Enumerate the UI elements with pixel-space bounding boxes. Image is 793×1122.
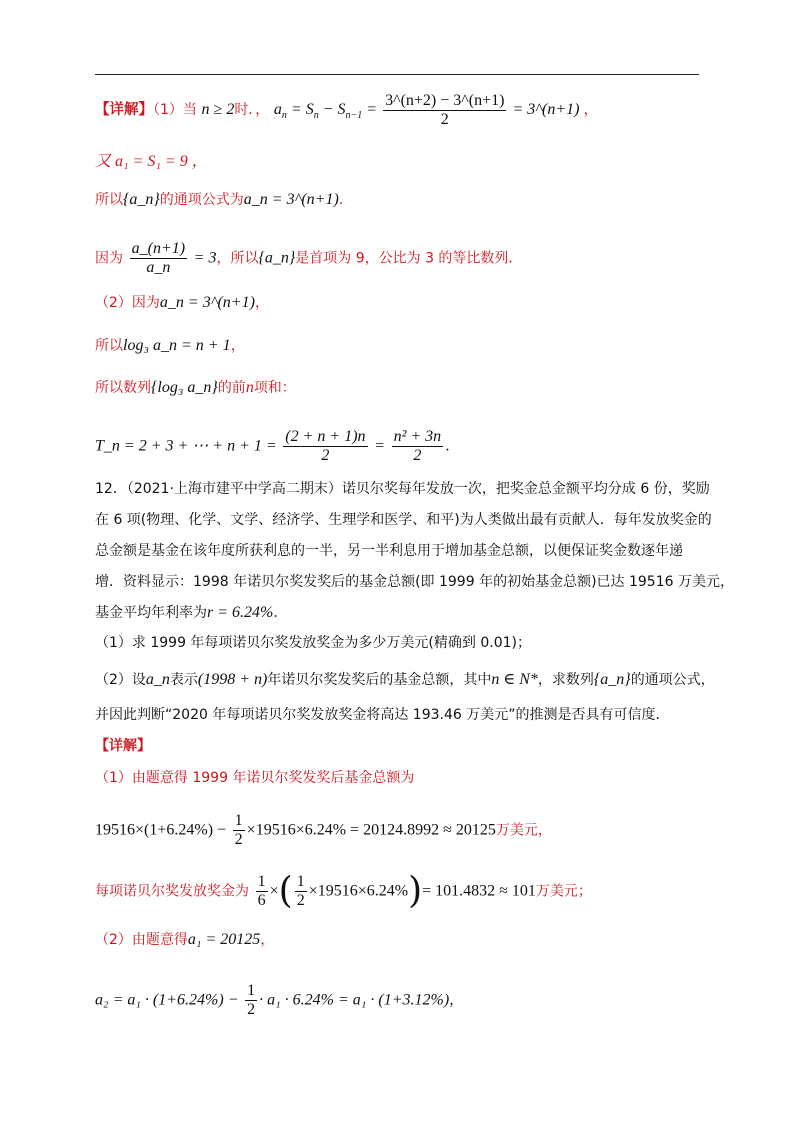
answer-line-1: （1）由题意得 1999 年诺贝尔奖发奖后基金总额为 [95,770,415,786]
solution-line-7: 所以数列{log₃ a_n}的前n项和： [95,379,296,396]
solution-line-6: 所以log₃ a_n = n + 1， [95,337,246,354]
problem-line-5: 基金平均年利率为r = 6.24%． [95,604,288,621]
top-rule [95,74,699,75]
solution-line-2: 又 a₁ = S₁ = 9 ， [95,153,208,170]
problem-question-1: （1）求 1999 年每项诺贝尔奖发放奖金为多少万美元(精确到 0.01)； [95,635,531,651]
answer-tag: 【详解】 [95,738,151,754]
problem-line-1: 12．（2021·上海市建平中学高二期末）诺贝尔奖每年发放一次，把奖金总金额平均分成 6 份，奖励 [95,481,710,497]
answer-line-4: （2）由题意得a₁ = 20125， [95,931,275,948]
answer-line-5: a₂ = a₁ · (1+6.24%) − $\frac{1}{2}$ · a₁ · 6.24% = a₁ · (1+3.12%)， [95,982,464,1018]
detail-tag: 【详解】 [95,101,153,119]
problem-line-2: 在 6 项(物理、化学、文学、经济学、生理学和医学、和平)为人类做出最有贡献人．每年发放奖金的 [95,512,712,528]
answer-line-3: 每项诺贝尔奖发放奖金为 $\frac{1}{6}$ ×( $\frac{1}{2}$ ×19516×6.24%)= 101.4832 ≈ 101万美元； [95,870,592,912]
formula-an: $a_n = S_n - S_{n-1}$ = $\frac{3\^{}(n+2) - 3\^{}(n+1)}{2}$ = 3^(n+1) [273,92,580,128]
solution-line-1: 【详解】（1）当 n ≥ 2时．， $a_n = S_n - S_{n-1}$ = $\frac{3\^{}(n+2) - 3\^{}(n+1)}{2}$ = 3^(n+1) ， [95,92,598,128]
solution-line-5: （2）因为a_n = 3^(n+1)， [95,294,270,311]
problem-line-3: 总金额是基金在该年度所获利息的一半，另一半利息用于增加基金总额，以便保证奖金数逐年递 [95,543,683,559]
solution-line-4: 因为 $\frac{a\_(n+1)}{a\_n}$ = 3，所以{a_n}是首项为 9，公比为 3 的等比数列． [95,240,523,276]
solution-line-3: 所以{a_n}的通项公式为a_n = 3^(n+1)． [95,191,354,208]
problem-question-2: （2）设a_n表示(1998 + n)年诺贝尔奖发奖后的基金总额，其中n ∈ N*，求数列{a_n}的通项公式， [95,671,715,688]
problem-question-3: 并因此判断“2020 年每项诺贝尔奖发放奖金将高达 193.46 万美元”的推测是否具有可信度． [95,707,670,723]
problem-line-4: 增．资料显示：1998 年诺贝尔奖发奖后的基金总额(即 1999 年的初始基金总额)已达 19516 万美元， [95,574,734,590]
solution-line-8: T_n = 2 + 3 + ⋯ + n + 1 = $\frac{(2 + n + 1)n}{2}$ = $\frac{\text{n² + 3n}}{2}$ . [95,428,450,464]
answer-line-2: 19516×(1+6.24%) − $\frac{1}{2}$ ×19516×6.24% = 20124.8992 ≈ 20125万美元， [95,812,552,848]
